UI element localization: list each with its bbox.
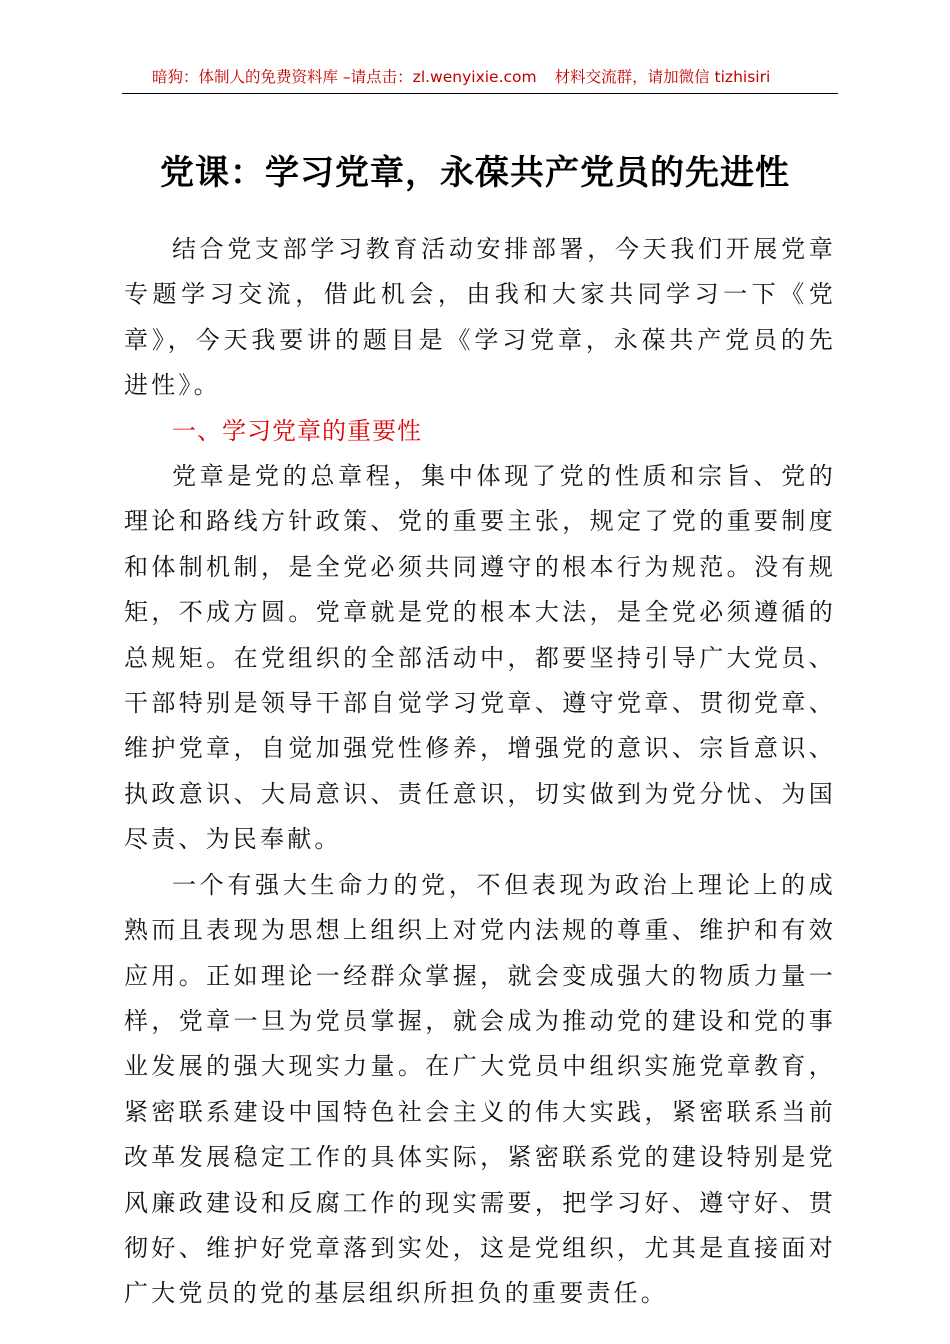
body-paragraph: 党章是党的总章程，集中体现了党的性质和宗旨、党的理论和路线方针政策、党的重要主张，规定了党的重要制度和体制机制，是全党必须共同遵守的根本行为规范。没有规矩，不成方圆。党章就是党的根本大法，是全党必须遵循的总规矩。在党组织的全部活动中，都要坚持引导广大党员、干部特别是领导干部自觉学习党章、遵守党章、贯彻党章、维护党章，自觉加强党性修养，增强党的意识、宗旨意识、执政意识、大局意识、责任意识，切实做到为党分忧、为国尽责、为民奉献。 bbox=[124, 462, 836, 854]
intro-paragraph: 结合党支部学习教育活动安排部署，今天我们开展党章专题学习交流，借此机会，由我和大家共同学习一下《党章》，今天我要讲的题目是《学习党章，永葆共产党员的先进性》。 bbox=[124, 235, 836, 400]
document-body bbox=[124, 227, 836, 1317]
document-title: 党课：学习党章，永葆共产党员的先进性 bbox=[160, 153, 790, 193]
section-heading: 一、学习党章的重要性 bbox=[172, 416, 422, 445]
header-library-link-text[interactable]: 暗狗：体制人的免费资料库 –请点击：zl.wenyixie.com bbox=[152, 68, 537, 86]
header-wechat-text: 材料交流群，请加微信 tizhisiri bbox=[554, 68, 771, 86]
page-header bbox=[122, 66, 838, 94]
body-paragraph: 一个有强大生命力的党，不但表现为政治上理论上的成熟而且表现为思想上组织上对党内法规的尊重、维护和有效应用。正如理论一经群众掌握，就会变成强大的物质力量一样，党章一旦为党员掌握，就会成为推动党的建设和党的事业发展的强大现实力量。在广大党员中组织实施党章教育，紧密联系建设中国特色社会主义的伟大实践，紧密联系当前改革发展稳定工作的具体实际，紧密联系党的建设特别是党风廉政建设和反腐工作的现实需要，把学习好、遵守好、贯彻好、维护好党章落到实处，这是党组织，尤其是直接面对广大党员的党的基层组织所担负的重要责任。 bbox=[124, 870, 836, 1308]
